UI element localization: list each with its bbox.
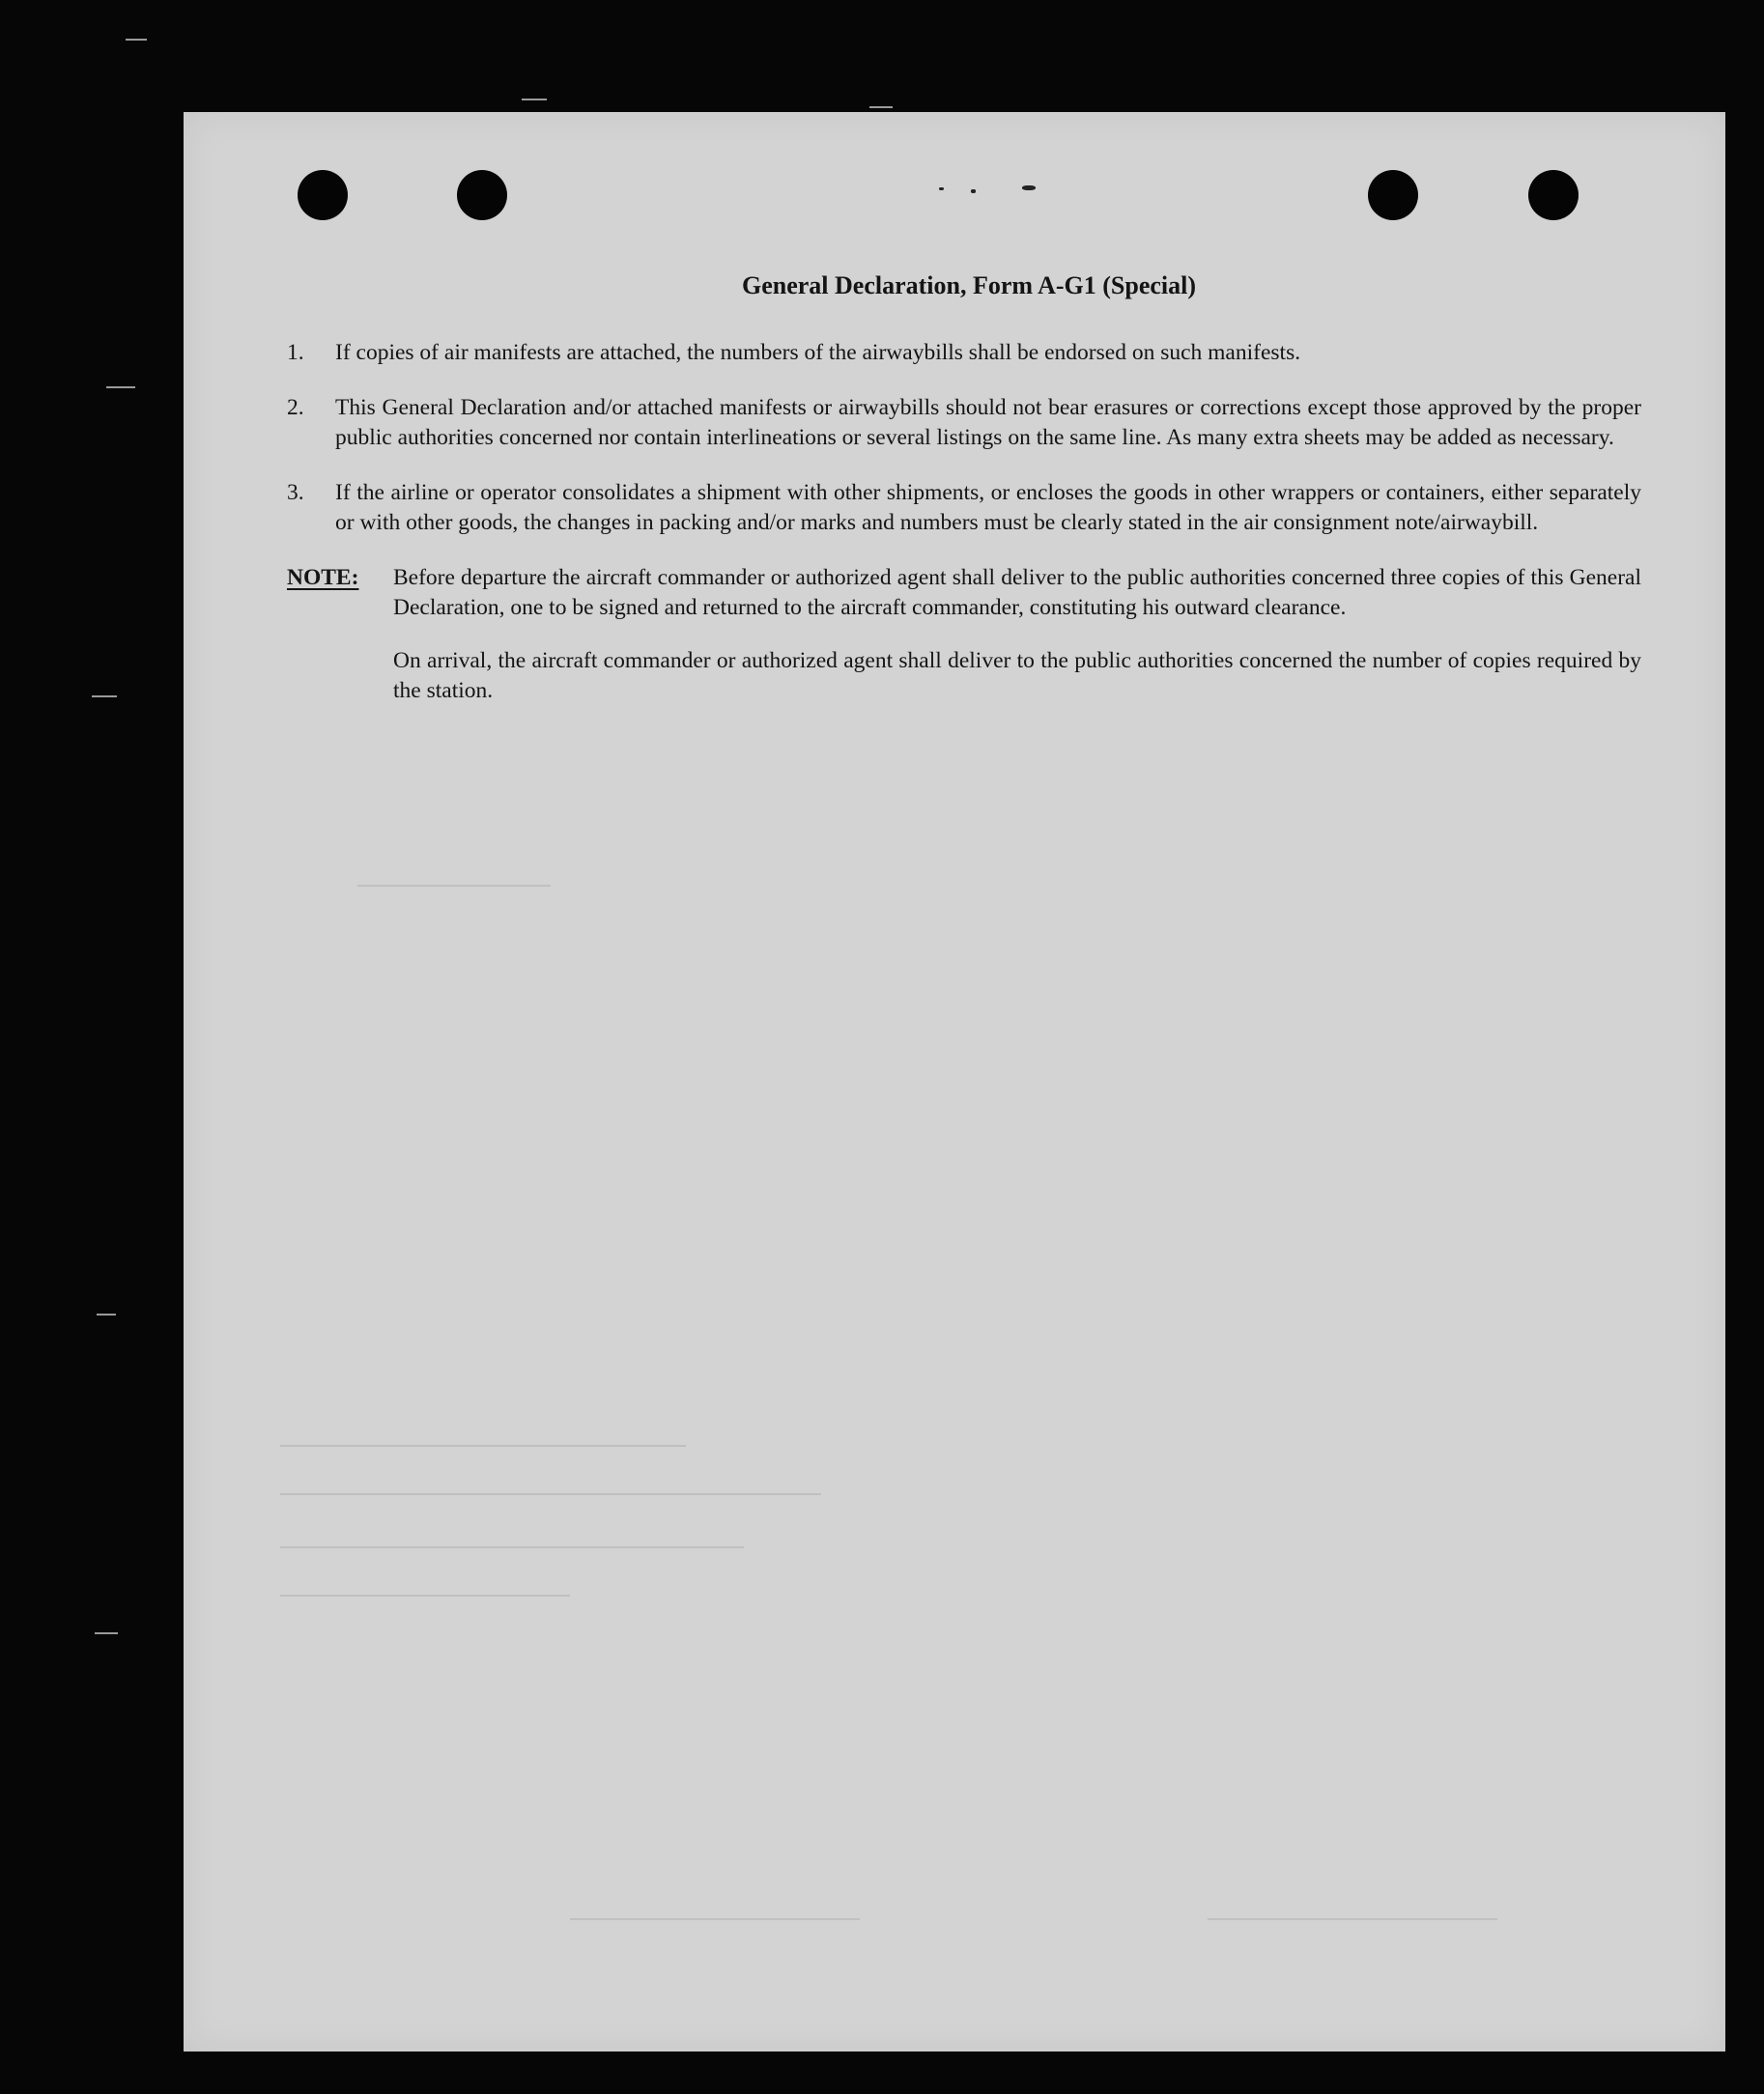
faint-bleed-mark (357, 885, 551, 887)
faint-bleed-mark (570, 1918, 860, 1920)
declaration-instructions (287, 270, 1641, 729)
edge-speck (92, 695, 117, 697)
dust-speck (939, 187, 944, 190)
edge-speck (106, 386, 135, 388)
punch-hole (457, 170, 507, 220)
dust-speck (971, 189, 976, 193)
faint-bleed-mark (1208, 1918, 1497, 1920)
edge-speck (97, 1314, 116, 1316)
faint-bleed-mark (280, 1493, 821, 1495)
document-page (184, 112, 1725, 2052)
instruction-item (287, 478, 1641, 538)
edge-speck (126, 39, 147, 41)
item-number: 3. (287, 480, 304, 505)
punch-hole (1528, 170, 1579, 220)
item-number: 2. (287, 395, 304, 420)
punch-hole (298, 170, 348, 220)
edge-speck (869, 106, 893, 108)
edge-speck (522, 99, 547, 100)
punch-hole (1368, 170, 1418, 220)
faint-bleed-mark (280, 1445, 686, 1447)
item-number: 1. (287, 340, 304, 365)
edge-speck (95, 1632, 118, 1634)
page-title: General Declaration, Form A-G1 (Special) (741, 271, 1197, 299)
note-paragraph: Before departure the aircraft commander or authorized agent shall deliver to the public authorities concerned three copies of this General Declaration, one to be signed and returned to the aircraft commander, constituting his outward clearance. (393, 565, 1641, 620)
note-label: NOTE: (287, 565, 359, 590)
item-text: If the airline or operator consolidates a shipment with other shipments, or encloses the goods in other wrappers or containers, either separately or with other goods, the changes in packing and/or marks and numbers must be clearly stated in the air consignment note/airwaybill. (335, 480, 1641, 535)
instruction-item (287, 338, 1641, 368)
note-section (287, 563, 1641, 706)
dust-speck (1022, 185, 1036, 190)
note-paragraph: On arrival, the aircraft commander or authorized agent shall deliver to the public authorities concerned the number of copies required by the station. (393, 648, 1641, 703)
instruction-item (287, 393, 1641, 453)
faint-bleed-mark (280, 1546, 744, 1548)
faint-bleed-mark (280, 1595, 570, 1597)
item-text: This General Declaration and/or attached manifests or airwaybills should not bear erasures or corrections except those approved by the proper public authorities concerned nor contain interlineations or several listings on the same line. As many extra sheets may be added as necessary. (335, 395, 1641, 450)
item-text: If copies of air manifests are attached, the numbers of the airwaybills shall be endorsed on such manifests. (335, 340, 1301, 365)
